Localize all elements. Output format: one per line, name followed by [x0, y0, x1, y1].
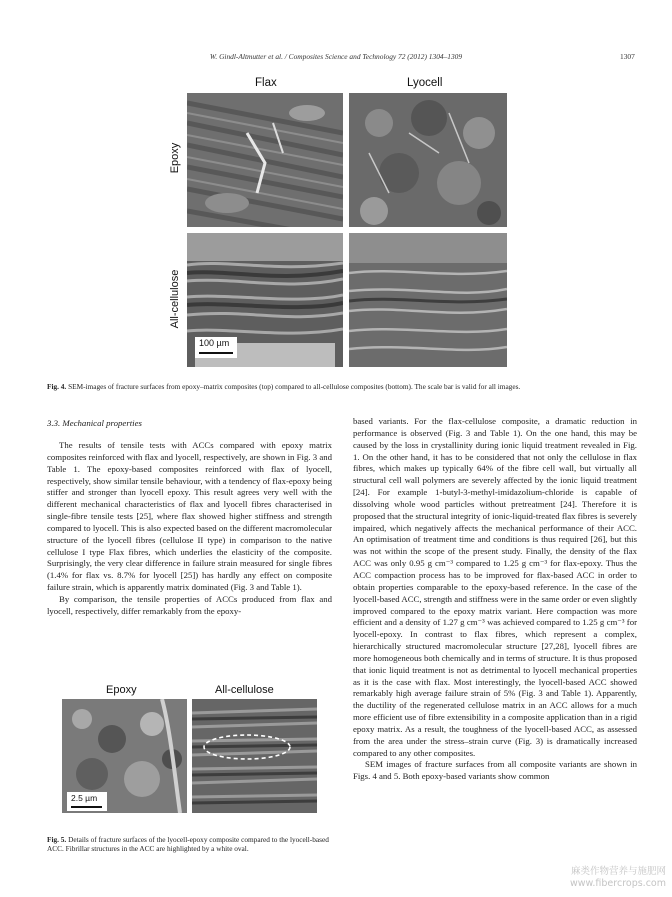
fig5-caption-text: Details of fracture surfaces of the lyocell-epoxy composite compared to the lyocell-based ACC. Fibrillar structures in the ACC are highlighted by a white oval. [47, 835, 329, 854]
running-header: W. Gindl-Altmutter et al. / Composites Science and Technology 72 (2012) 1304–1309 [209, 52, 463, 61]
fig4-col-label-flax: Flax [255, 77, 277, 89]
page-number: 1307 [620, 52, 635, 61]
right-paragraph-2: SEM images of fracture surfaces from all composite variants are shown in Figs. 4 and 5. Both epoxy-based variants show common [353, 759, 637, 782]
left-column [47, 440, 332, 618]
fig5-scalebar-label: 2.5 µm [71, 793, 98, 803]
left-paragraph-1: The results of tensile tests with ACCs compared with epoxy matrix composites reinforced with flax and lyocell, respectively, are shown in Fig. 3 and Table 1. The epoxy-based composites reinforced with flax of lyocell, respectively, show similar tensile behaviour, with a tendency of flax-epoxy being stiffer and stronger than lyocell epoxy. This result agrees very well with the different mechanical characteristics of flax and lyocell fibres characterised in single-fibre tensile tests [25], where flax showed higher stiffness and strength compared to lyocell. This is also expected based on the different macromolecular structure of the lyocell fibres (cellulose II type) in comparison to the native cellulose I type Flax fibres, which underlies the elasticity of the composite. Surprisingly, the very clear difference in failure strain measured for single fibres (1.4% for flax vs. 8.7% for lyocell [25]) has hardly any effect on composite failure strain, which is apparently matrix dominated (Fig. 3 and Table 1). [47, 440, 332, 593]
fig4-row-label-epoxy: Epoxy [169, 142, 181, 174]
left-paragraph-2: By comparison, the tensile properties of ACCs produced from flax and lyocell, respectively, differ remarkably from the epoxy- [47, 593, 332, 616]
watermark-line-1: 麻类作物营养与施肥网 [570, 866, 666, 877]
sem-image-fig5-allcellulose [192, 699, 317, 813]
fig4-row-label-allcellulose: All-cellulose [169, 269, 181, 329]
fig4-scalebar-line [199, 352, 233, 354]
fig4-col-label-lyocell: Lyocell [407, 77, 443, 89]
fig5-col-label-allcellulose: All-cellulose [215, 684, 274, 696]
fig4-scalebar-label: 100 µm [199, 338, 230, 348]
fig4-caption-text: SEM-images of fracture surfaces from epoxy–matrix composites (top) compared to all-cellulose composites (bottom). The scale bar is valid for all images. [68, 382, 521, 391]
sem-image-lyocell-epoxy [349, 93, 507, 227]
fig5-caption-label: Fig. 5. [47, 835, 67, 844]
sem-image-lyocell-allcellulose [349, 233, 507, 367]
sem-image-flax-epoxy [187, 93, 343, 227]
section-heading: 3.3. Mechanical properties [47, 418, 142, 428]
fig5-col-label-epoxy: Epoxy [106, 684, 137, 696]
right-paragraph-1: based variants. For the flax-cellulose composite, a dramatic reduction in performance is observed (Fig. 3 and Table 1). On the one hand, this may be caused by the loss in crystallinity during ionic liquid treatment revealed in Fig. 1. On the other hand, it has to be considered that not only the cellulose in flax fibres, which makes up typically 64% of the fibre cell wall, but virtually all structural cell wall polymers are severely affected by the ionic liquid treatment [24]. For example 1-butyl-3-methyl-imidazolium-chloride is capable of dissolving whole wood particles without pretreatment [24]. Therefore it is proposed that the structural integrity of ionic-liquid-treated flax fibres is severely impaired, which negatively affects the mechanical performance of their ACC. An optimisation of treatment time and conditions is thus required [26], but this was not within the scope of the present study. Finally, the density of the flax ACC was only 0.95 g cm⁻³ compared to 1.25 g cm⁻³ for flax-epoxy. Thus the ACC compaction process has to be improved for flax-based ACC in order to obtain properties comparable to the epoxy-based reference. In the case of the lyocell-based ACC, strength and stiffness were in the same order or even slightly improved compared to the epoxy matrix variant. Here compaction was more efficient and a density of 1.27 g cm⁻³ was achieved compared to 1.25 g cm⁻³ for lyocell-epoxy. In contrast to flax fibres, which represent a complex, hierarchically structured macromolecular structure [27,28], lyocell fibres are more homogeneous both chemically and in terms of structure. It is thus proposed that ionic liquid treatment is not as detrimental to lyocell mechanical properties as it is the case with flax. Most interestingly, the lyocell-based ACC showed remarkably high average failure strain of 5% (Fig. 3 and Table 1). Apparently, the ductility of the regenerated cellulose matrix in an ACC allows for a much more efficient use of fibre extensibility in a composite application than in a rigid epoxy matrix. As a result, the toughness of the lyocell-based ACC, as assessed from the area under the stress–strain curve (Fig. 3) is dramatically increased compared to any other composites. [353, 416, 637, 758]
watermark-line-2: www.fibercrops.com [569, 878, 666, 889]
fig4-caption [47, 382, 627, 391]
fig5-scalebar-box [67, 792, 107, 811]
fig4-scalebar-box [195, 337, 237, 358]
fig4-caption-label: Fig. 4. [47, 382, 67, 391]
fig5-caption [47, 835, 335, 854]
watermark [480, 866, 666, 890]
fig5-scalebar-line [71, 806, 102, 808]
right-column [353, 416, 637, 783]
